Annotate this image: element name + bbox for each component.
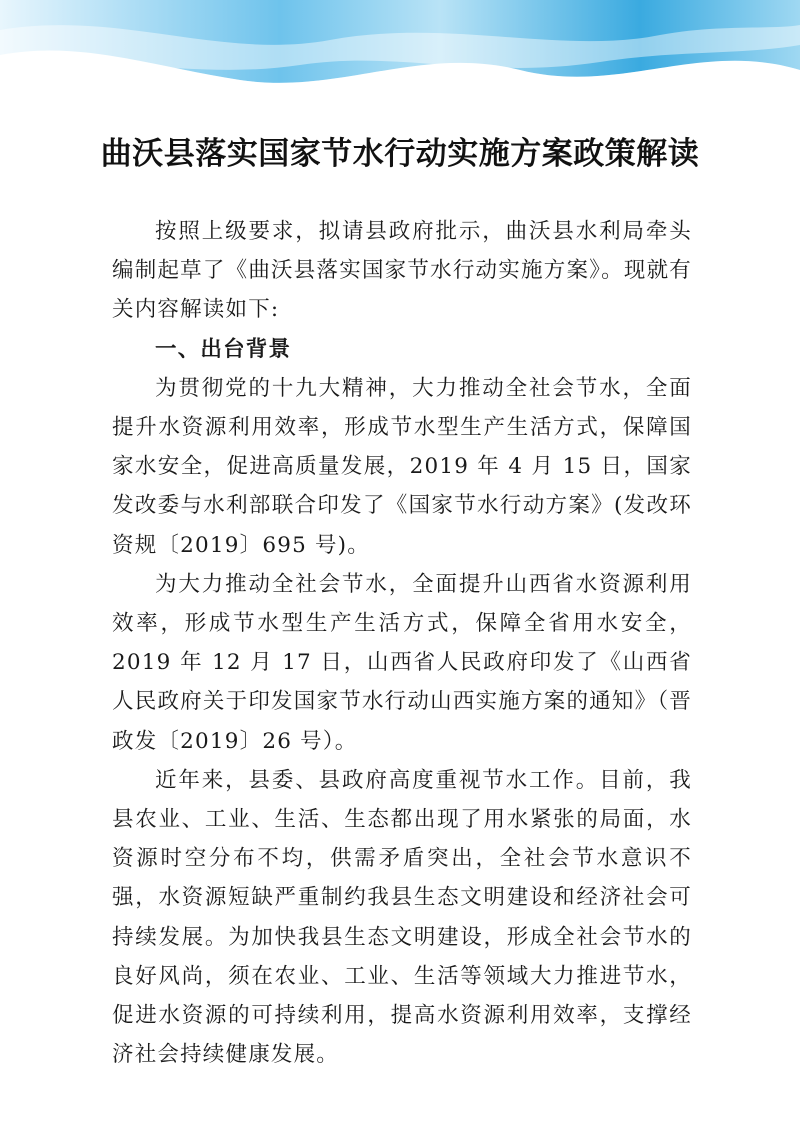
section-heading: 一、出台背景 [155, 336, 292, 362]
intro-paragraph: 按照上级要求，拟请县政府批示，曲沃县水利局牵头编制起草了《曲沃县落实国家节水行动实施方案》。现就有关内容解读如下: [112, 219, 692, 323]
body-paragraph: 近年来，县委、县政府高度重视节水工作。目前，我县农业、工业、生活、生态都出现了用水紧张的局面，水资源时空分布不均，供需矛盾突出，全社会节水意识不强，水资源短缺严重制约我县生态文明建设和经济社会可持续发展。为加快我县生态文明建设，形成全社会节水的良好风尚，须在农业、工业、生活等领域大力推进节水，促进水资源的可持续利用，提高水资源利用效率，支撑经济社会持续健康发展。 [112, 767, 692, 1068]
blue-wave-banner [0, 0, 800, 120]
body-paragraph: 为大力推动全社会节水，全面提升山西省水资源利用效率，形成节水型生产生活方式，保障全省用水安全，2019 年 12 月 17 日，山西省人民政府印发了《山西省人民政府关于印发国家节水行动山西实施方案的通知》（晋政发〔2019〕26 号）。 [112, 571, 692, 754]
document-title: 曲沃县落实国家节水行动实施方案政策解读 [100, 136, 700, 172]
document-body [112, 212, 692, 1074]
body-paragraph: 为贯彻党的十九大精神，大力推动全社会节水，全面提升水资源利用效率，形成节水型生产生活方式，保障国家水安全，促进高质量发展，2019 年 4 月 15 日，国家发改委与水利部联合印发了《国家节水行动方案》(发改环资规〔2019〕695 号)。 [112, 375, 692, 558]
